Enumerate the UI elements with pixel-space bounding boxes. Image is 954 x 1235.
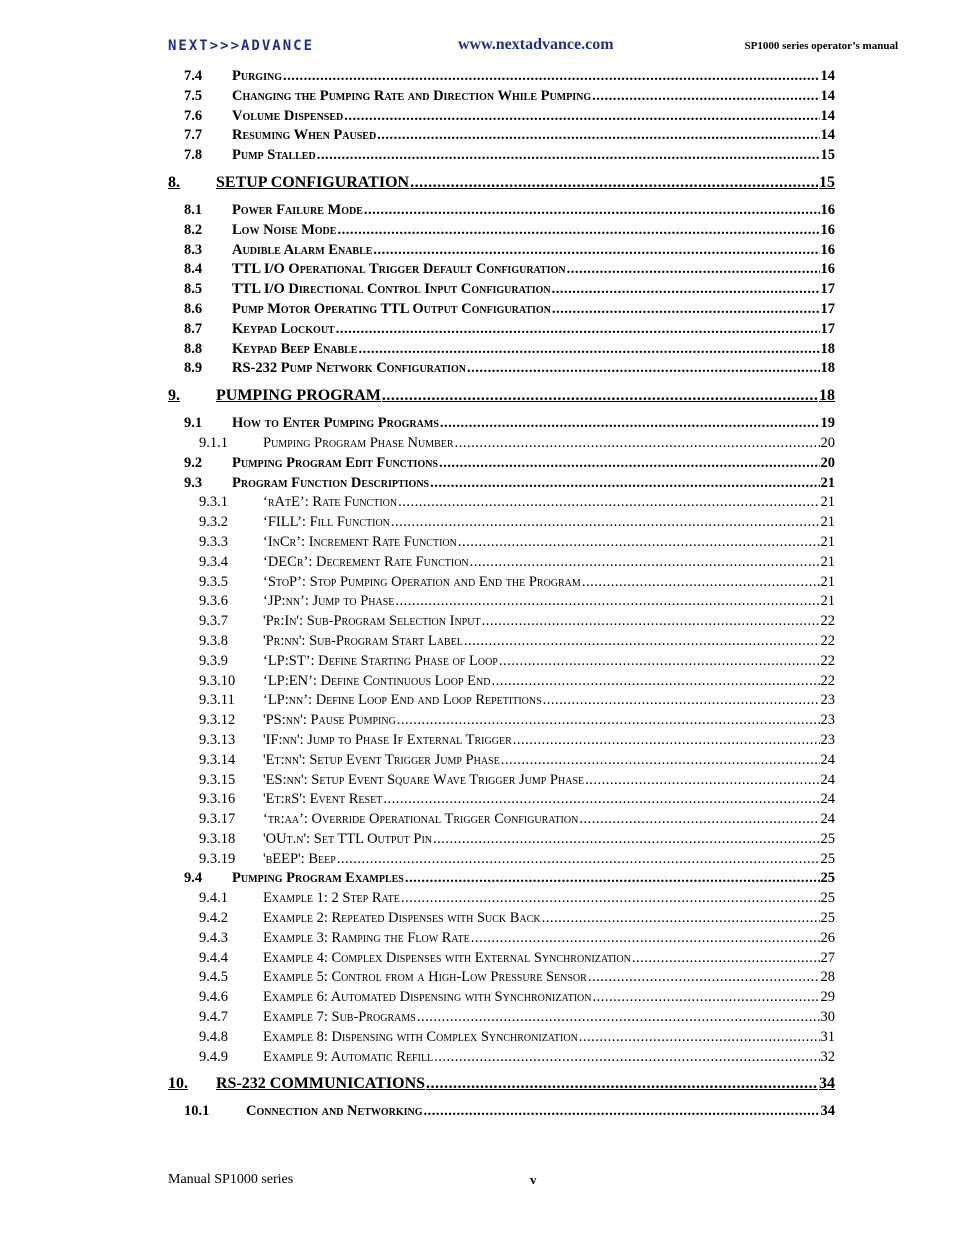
toc-entry-number: 7.7	[184, 127, 203, 144]
toc-dot-leader	[579, 811, 819, 828]
company-logo: NEXT>>>ADVANCE	[168, 38, 315, 54]
toc-entry[interactable]	[168, 969, 835, 989]
toc-entry-title[interactable]: ‘FILL’: Fill Function	[263, 514, 390, 531]
toc-entry-title[interactable]: TTL I/O Operational Trigger Default Configuration	[232, 261, 566, 278]
toc-entry-title[interactable]: PUMPING PROGRAM	[216, 387, 381, 405]
toc-dot-leader	[397, 712, 820, 729]
toc-dot-leader	[410, 174, 818, 192]
toc-entry-page[interactable]: 21	[820, 514, 835, 531]
toc-entry-page[interactable]: 21	[820, 474, 835, 491]
toc-entry-page[interactable]: 25	[820, 850, 835, 867]
toc-entry-number: 8.1	[184, 201, 203, 218]
toc-entry[interactable]	[168, 475, 835, 495]
toc-dot-leader	[395, 593, 819, 610]
toc-entry-title[interactable]: Example 5: Control from a High-Low Pressure Sensor	[263, 969, 587, 986]
toc-entry-number: 9.3.1	[199, 494, 228, 511]
toc-entry-number: 9.3	[184, 474, 203, 491]
toc-entry-page[interactable]: 34	[820, 1103, 835, 1120]
toc-entry-title[interactable]: Example 1: 2 Step Rate	[263, 890, 400, 907]
toc-entry-number: 9.1.1	[199, 434, 228, 451]
toc-entry-number: 9.4.8	[199, 1028, 228, 1045]
toc-entry-title[interactable]: 'IF:nn': Jump to Phase If External Trigger	[263, 731, 512, 748]
toc-entry-number: 9.3.14	[199, 751, 236, 768]
toc-entry-page[interactable]: 18	[819, 387, 835, 405]
toc-entry-page[interactable]: 23	[820, 731, 835, 748]
toc-entry-title[interactable]: Changing the Pumping Rate and Direction While Pumping	[232, 87, 592, 104]
toc-entry-number: 9.3.2	[199, 514, 228, 531]
toc-dot-leader	[317, 147, 820, 164]
toc-entry[interactable]	[168, 281, 835, 301]
toc-entry-number: 9.4.7	[199, 1009, 228, 1026]
toc-dot-leader	[467, 360, 820, 377]
toc-entry-title[interactable]: RS-232 Pump Network Configuration	[232, 360, 466, 377]
toc-entry-number: 9.3.9	[199, 652, 228, 669]
toc-entry[interactable]	[168, 890, 835, 910]
toc-dot-leader	[501, 752, 820, 769]
toc-dot-leader	[373, 242, 819, 259]
toc-entry-title[interactable]: Volume Dispensed	[232, 107, 344, 124]
toc-dot-leader	[543, 692, 820, 709]
toc-entry-page[interactable]: 22	[820, 672, 835, 689]
toc-entry-title[interactable]: ‘rAtE’: Rate Function	[263, 494, 398, 511]
toc-entry-title[interactable]: ‘InCr’: Increment Rate Function	[263, 533, 457, 550]
toc-entry[interactable]	[168, 673, 835, 693]
toc-entry-title[interactable]: SETUP CONFIGURATION	[216, 173, 410, 191]
toc-entry-page[interactable]: 26	[820, 929, 835, 946]
toc-entry[interactable]	[168, 514, 835, 534]
toc-entry-title[interactable]: TTL I/O Directional Control Input Configuration	[232, 281, 551, 298]
toc-dot-leader	[440, 415, 820, 432]
footer-manual-name: Manual SP1000 series	[168, 1172, 294, 1187]
toc-entry-page[interactable]: 18	[820, 360, 835, 377]
toc-entry[interactable]	[168, 415, 835, 435]
toc-entry-number: 8.7	[184, 320, 203, 337]
toc-entry[interactable]	[168, 435, 835, 455]
toc-entry-page[interactable]: 16	[820, 261, 835, 278]
toc-entry-title[interactable]: Audible Alarm Enable	[232, 241, 373, 258]
toc-dot-leader	[401, 890, 820, 907]
toc-entry-title[interactable]: RS-232 COMMUNICATIONS	[216, 1075, 426, 1093]
toc-entry-page[interactable]: 22	[820, 613, 835, 630]
toc-entry-page[interactable]: 14	[820, 68, 835, 84]
toc-entry-page[interactable]: 18	[820, 340, 835, 357]
toc-entry-title[interactable]: Keypad Beep Enable	[232, 340, 358, 357]
toc-entry-number: 9.3.11	[199, 692, 235, 709]
toc-entry-page[interactable]: 25	[820, 830, 835, 847]
toc-dot-leader	[430, 475, 819, 492]
toc-entry-title[interactable]: Pump Stalled	[232, 147, 316, 164]
toc-entry[interactable]	[168, 811, 835, 831]
toc-entry-number: 9.4.2	[199, 910, 228, 927]
toc-entry-page[interactable]: 17	[820, 281, 835, 298]
toc-entry-title[interactable]: Example 8: Dispensing with Complex Synchronization	[263, 1028, 578, 1045]
toc-entry[interactable]	[168, 910, 835, 930]
toc-dot-leader	[417, 1009, 820, 1026]
toc-entry-number: 9.4.9	[199, 1048, 228, 1065]
toc-dot-leader	[426, 1075, 818, 1093]
toc-entry-number: 9.4.3	[199, 929, 228, 946]
toc-entry-page[interactable]: 21	[820, 553, 835, 570]
toc-entry-number: 9.3.4	[199, 553, 228, 570]
toc-entry-title[interactable]: ‘LP:EN’: Define Continuous Loop End	[263, 672, 491, 689]
table-of-contents	[168, 68, 835, 1123]
toc-entry-number: 8.5	[184, 281, 203, 298]
toc-dot-leader	[434, 1049, 819, 1066]
toc-entry-page[interactable]: 16	[820, 241, 835, 258]
toc-entry-number: 9.2	[184, 454, 203, 471]
toc-entry-page[interactable]: 14	[820, 127, 835, 144]
toc-entry-page[interactable]: 14	[820, 87, 835, 104]
toc-entry[interactable]	[168, 633, 835, 653]
toc-entry[interactable]	[168, 1049, 835, 1069]
toc-entry[interactable]	[168, 387, 835, 409]
toc-entry[interactable]	[168, 1075, 835, 1097]
toc-entry-number: 9.3.17	[199, 811, 236, 828]
toc-entry-number: 8.3	[184, 241, 203, 258]
toc-entry-number: 9.3.6	[199, 593, 228, 610]
toc-entry[interactable]	[168, 791, 835, 811]
toc-dot-leader	[336, 321, 820, 338]
toc-entry[interactable]	[168, 712, 835, 732]
toc-entry-number: 9.3.5	[199, 573, 228, 590]
toc-entry[interactable]	[168, 301, 835, 321]
toc-entry-number: 9.3.10	[199, 672, 236, 689]
toc-dot-leader	[592, 88, 819, 105]
toc-dot-leader	[582, 574, 820, 591]
toc-dot-leader	[513, 732, 820, 749]
toc-entry-title[interactable]: Pump Motor Operating TTL Output Configuration	[232, 300, 551, 317]
toc-entry-number: 9.4.4	[199, 949, 228, 966]
toc-entry-number: 10.	[168, 1075, 188, 1093]
toc-dot-leader	[424, 1103, 820, 1120]
toc-entry-number: 9.3.13	[199, 731, 236, 748]
toc-entry-title[interactable]: Example 3: Ramping the Flow Rate	[263, 929, 470, 946]
toc-entry-title[interactable]: 'Et:nn': Setup Event Trigger Jump Phase	[263, 751, 500, 768]
toc-entry-title[interactable]: Keypad Lockout	[232, 320, 335, 337]
toc-entry[interactable]	[168, 360, 835, 380]
toc-entry[interactable]	[168, 242, 835, 262]
toc-entry-page[interactable]: 30	[820, 1009, 835, 1026]
toc-dot-leader	[405, 870, 820, 887]
toc-entry-number: 9.	[168, 387, 180, 405]
toc-dot-leader	[337, 851, 820, 868]
toc-entry-number: 7.6	[184, 107, 203, 124]
toc-entry-title[interactable]: ‘DECr’: Decrement Rate Function	[263, 553, 469, 570]
toc-entry-number: 8.2	[184, 221, 203, 238]
toc-dot-leader	[552, 281, 820, 298]
toc-entry-page[interactable]: 20	[820, 434, 835, 451]
toc-entry[interactable]	[168, 534, 835, 554]
toc-dot-leader	[433, 831, 819, 848]
toc-entry-page[interactable]: 25	[820, 890, 835, 907]
toc-entry-title[interactable]: Pumping Program Edit Functions	[232, 454, 439, 471]
toc-entry[interactable]	[168, 1103, 835, 1123]
toc-entry-number: 9.3.18	[199, 830, 236, 847]
toc-entry-page[interactable]: 25	[820, 870, 835, 887]
toc-entry-title[interactable]: Example 7: Sub-Programs	[263, 1009, 416, 1026]
toc-entry-title[interactable]: 'PS:nn': Pause Pumping	[263, 712, 396, 729]
toc-dot-leader	[283, 68, 820, 85]
toc-entry-title[interactable]: ‘LP:nn’: Define Loop End and Loop Repetitions	[263, 692, 542, 709]
toc-entry-number: 8.8	[184, 340, 203, 357]
toc-entry[interactable]	[168, 831, 835, 851]
toc-entry-number: 7.4	[184, 68, 203, 84]
toc-entry-number: 9.3.19	[199, 850, 236, 867]
toc-entry-title[interactable]: How to Enter Pumping Programs	[232, 415, 439, 432]
toc-entry-page[interactable]: 22	[820, 652, 835, 669]
toc-entry-number: 9.4.1	[199, 890, 228, 907]
toc-entry-page[interactable]: 34	[819, 1075, 835, 1093]
toc-dot-leader	[364, 202, 820, 219]
toc-entry-number: 9.1	[184, 415, 203, 432]
toc-entry-title[interactable]: 'Pr:In': Sub-Program Selection Input	[263, 613, 481, 630]
toc-entry-page[interactable]: 17	[820, 320, 835, 337]
toc-entry[interactable]	[168, 613, 835, 633]
toc-entry-title[interactable]: Example 6: Automated Dispensing with Synchronization	[263, 989, 592, 1006]
toc-entry[interactable]	[168, 341, 835, 361]
toc-entry-title[interactable]: ‘LP:ST’: Define Starting Phase of Loop	[263, 652, 498, 669]
toc-entry[interactable]	[168, 574, 835, 594]
toc-entry-number: 8.4	[184, 261, 203, 278]
toc-entry-number: 9.4.5	[199, 969, 228, 986]
toc-dot-leader	[391, 514, 820, 531]
toc-entry[interactable]	[168, 653, 835, 673]
toc-dot-leader	[499, 653, 820, 670]
toc-dot-leader	[542, 910, 820, 927]
toc-entry[interactable]	[168, 870, 835, 890]
toc-entry[interactable]	[168, 494, 835, 514]
toc-entry[interactable]	[168, 1009, 835, 1029]
toc-entry-number: 10.1	[184, 1103, 210, 1120]
toc-entry-title[interactable]: Pumping Program Phase Number	[263, 434, 454, 451]
toc-entry-number: 8.9	[184, 360, 203, 377]
toc-entry[interactable]	[168, 692, 835, 712]
toc-entry-number: 9.4	[184, 870, 203, 887]
toc-entry-page[interactable]: 15	[819, 173, 835, 191]
toc-entry-page[interactable]: 21	[820, 494, 835, 511]
toc-entry-page[interactable]: 23	[820, 712, 835, 729]
toc-entry-title[interactable]: 'ES:nn': Setup Event Square Wave Trigger Jump Phase	[263, 771, 585, 788]
toc-entry[interactable]	[168, 1029, 835, 1049]
toc-entry-page[interactable]: 16	[820, 201, 835, 218]
toc-entry-number: 7.8	[184, 147, 203, 164]
toc-entry-page[interactable]: 14	[820, 107, 835, 124]
toc-entry-title[interactable]: Example 9: Automatic Refill	[263, 1048, 434, 1065]
page-number: v	[530, 1172, 537, 1187]
toc-dot-leader	[337, 222, 819, 239]
toc-entry-page[interactable]: 16	[820, 221, 835, 238]
toc-entry-title[interactable]: 'bEEP': Beep	[263, 850, 336, 867]
toc-entry-number: 9.3.12	[199, 712, 236, 729]
toc-entry-page[interactable]: 23	[820, 692, 835, 709]
toc-dot-leader	[464, 633, 820, 650]
toc-entry-page[interactable]: 17	[820, 300, 835, 317]
toc-dot-leader	[588, 969, 820, 986]
toc-entry[interactable]	[168, 68, 835, 88]
toc-entry[interactable]	[168, 752, 835, 772]
toc-entry-title[interactable]: Program Function Descriptions	[232, 474, 430, 491]
toc-dot-leader	[383, 791, 819, 808]
toc-entry-page[interactable]: 25	[820, 910, 835, 927]
toc-dot-leader	[567, 261, 820, 278]
toc-entry-page[interactable]: 29	[820, 989, 835, 1006]
toc-entry[interactable]	[168, 851, 835, 871]
toc-entry[interactable]	[168, 127, 835, 147]
toc-entry[interactable]	[168, 222, 835, 242]
toc-dot-leader	[632, 950, 820, 967]
toc-entry-page[interactable]: 20	[820, 454, 835, 471]
toc-dot-leader	[471, 930, 820, 947]
toc-entry-page[interactable]: 15	[820, 147, 835, 164]
toc-entry-title[interactable]: Example 4: Complex Dispenses with External Synchronization	[263, 949, 631, 966]
toc-entry[interactable]	[168, 88, 835, 108]
toc-entry-page[interactable]: 31	[820, 1028, 835, 1045]
toc-dot-leader	[455, 435, 820, 452]
toc-dot-leader	[470, 554, 820, 571]
toc-entry-page[interactable]: 27	[820, 949, 835, 966]
toc-entry[interactable]	[168, 950, 835, 970]
toc-entry-number: 9.3.8	[199, 632, 228, 649]
toc-dot-leader	[552, 301, 820, 318]
toc-entry[interactable]	[168, 732, 835, 752]
toc-entry-number: 9.3.15	[199, 771, 236, 788]
toc-entry-number: 9.3.16	[199, 791, 236, 808]
toc-entry-page[interactable]: 21	[820, 593, 835, 610]
toc-entry-title[interactable]: 'Et:rS': Event Reset	[263, 791, 383, 808]
toc-entry-title[interactable]: 'Pr:nn': Sub-Program Start Label	[263, 632, 463, 649]
toc-dot-leader	[491, 673, 819, 690]
page-header	[168, 36, 898, 58]
toc-entry[interactable]	[168, 202, 835, 222]
toc-entry-number: 7.5	[184, 87, 203, 104]
toc-dot-leader	[579, 1029, 820, 1046]
toc-entry-title[interactable]: 'OUt.n': Set TTL Output Pin	[263, 830, 433, 847]
toc-entry[interactable]	[168, 261, 835, 281]
toc-entry-page[interactable]: 19	[820, 415, 835, 432]
toc-entry-page[interactable]: 32	[820, 1048, 835, 1065]
toc-entry-page[interactable]: 24	[820, 751, 835, 768]
toc-entry-number: 8.6	[184, 300, 203, 317]
toc-entry[interactable]	[168, 174, 835, 196]
manual-title: SP1000 series operator’s manual	[744, 40, 898, 52]
toc-entry-page[interactable]: 28	[820, 969, 835, 986]
toc-entry[interactable]	[168, 989, 835, 1009]
toc-entry-title[interactable]: Purging	[232, 68, 282, 84]
toc-entry-page[interactable]: 24	[820, 771, 835, 788]
toc-entry[interactable]	[168, 147, 835, 167]
toc-entry-page[interactable]: 24	[820, 811, 835, 828]
toc-entry-title[interactable]: Pumping Program Examples	[232, 870, 404, 887]
toc-dot-leader	[439, 455, 819, 472]
toc-dot-leader	[377, 127, 819, 144]
toc-entry-page[interactable]: 21	[820, 573, 835, 590]
toc-entry-number: 9.4.6	[199, 989, 228, 1006]
toc-entry-title[interactable]: Low Noise Mode	[232, 221, 337, 238]
toc-entry-page[interactable]: 21	[820, 533, 835, 550]
toc-entry[interactable]	[168, 772, 835, 792]
toc-entry-page[interactable]: 22	[820, 632, 835, 649]
toc-entry-title[interactable]: Resuming When Paused	[232, 127, 377, 144]
toc-dot-leader	[382, 387, 818, 405]
toc-entry[interactable]	[168, 593, 835, 613]
toc-entry[interactable]	[168, 455, 835, 475]
toc-entry[interactable]	[168, 321, 835, 341]
toc-dot-leader	[482, 613, 820, 630]
toc-dot-leader	[593, 989, 820, 1006]
toc-entry-title[interactable]: ‘StoP’: Stop Pumping Operation and End the Program	[263, 573, 581, 590]
toc-entry-page[interactable]: 24	[820, 791, 835, 808]
toc-entry-number: 9.3.7	[199, 613, 228, 630]
toc-entry-title[interactable]: Connection and Networking	[246, 1103, 423, 1120]
toc-entry[interactable]	[168, 554, 835, 574]
toc-dot-leader	[344, 108, 819, 125]
toc-entry[interactable]	[168, 108, 835, 128]
toc-entry-number: 9.3.3	[199, 533, 228, 550]
toc-dot-leader	[358, 341, 819, 358]
toc-entry-title[interactable]: Power Failure Mode	[232, 201, 363, 218]
website-url[interactable]: www.nextadvance.com	[458, 36, 614, 53]
toc-dot-leader	[398, 494, 819, 511]
toc-entry-title[interactable]: ‘JP:nn’: Jump to Phase	[263, 593, 395, 610]
toc-entry-title[interactable]: ‘tr:aa’: Override Operational Trigger Configuration	[263, 811, 579, 828]
toc-entry-title[interactable]: Example 2: Repeated Dispenses with Suck Back	[263, 910, 541, 927]
toc-dot-leader	[585, 772, 819, 789]
toc-entry-number: 8.	[168, 173, 180, 191]
toc-entry[interactable]	[168, 930, 835, 950]
toc-dot-leader	[458, 534, 820, 551]
